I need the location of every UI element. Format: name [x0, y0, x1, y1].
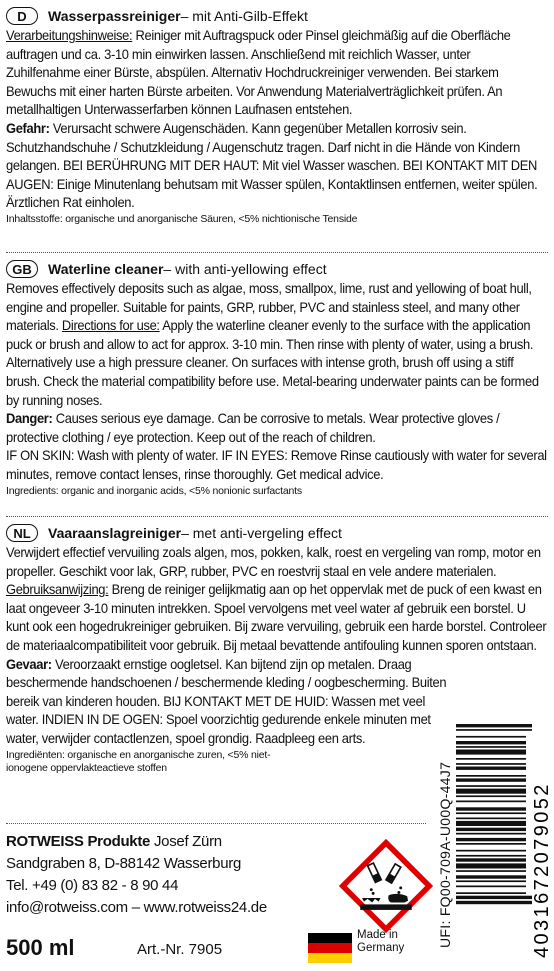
- barcode-bar: [456, 801, 526, 803]
- barcode-bar: [456, 818, 526, 820]
- hazard-text-gb: Causes serious eye damage. Can be corrosive to metals. Wear protective gloves / protective clothing / eye protection. Keep out of the reach of children.: [6, 411, 500, 445]
- product-title-gb: Waterline cleaner: [48, 261, 164, 277]
- barcode: [454, 722, 553, 958]
- barcode-bar: [456, 896, 532, 899]
- section-de: [6, 5, 548, 226]
- company-web: info@rotweiss.com – www.rotweiss24.de: [6, 899, 267, 916]
- barcode-bar: [456, 724, 532, 727]
- article-number: Art.-Nr. 7905: [137, 941, 223, 958]
- description-paragraph-gb: [6, 280, 548, 410]
- barcode-bar: [456, 880, 526, 882]
- usage-text-nl: Breng de reiniger gelijkmatig aan op het oppervlak met de puck of een kwast en laat ongeveer 3-10 minuten intrekken. Spoel vervolgens met veel water af gebruik een borstel. U kunt ook een hogedrukreiniger gebruiken. Bij zware vervuiling, gebruik een harde borstel. Controleer de materiaalcompatibiliteit voor gebruik. Bij metaal bevattende antifouling kunnen sporen ontstaan.: [6, 582, 547, 653]
- hazard-label-gb: Danger:: [6, 411, 53, 427]
- barcode-bar: [456, 807, 526, 810]
- made-in-country: Germany: [357, 942, 405, 954]
- skin-paragraph-gb: IF ON SKIN: Wash with plenty of water. IF IN EYES: Remove Rinse cautiously with water for several minutes, remove contact lenses, rinse thoroughly. Get medical advice.: [6, 448, 547, 482]
- ground-line: [360, 904, 412, 910]
- company-phone: Tel. +49 (0) 83 82 - 8 90 44: [6, 877, 179, 894]
- barcode-bar: [456, 741, 526, 744]
- barcode-bar: [456, 763, 526, 765]
- barcode-bar: [456, 843, 526, 845]
- product-subtitle-nl: – met anti-vergeling effect: [181, 525, 342, 541]
- section-gb-header: [6, 258, 548, 280]
- barcode-bar: [456, 833, 526, 835]
- barcode-bar: [456, 892, 526, 894]
- hazard-paragraph-de: [6, 120, 548, 213]
- barcode-bar: [456, 858, 526, 861]
- ufi-code: UFI: FQ00-709A-U00Q-44J7: [437, 761, 453, 948]
- barcode-digits: 4031672079052: [531, 782, 553, 958]
- barcode-bar: [456, 729, 532, 731]
- barcode-bar: [456, 855, 526, 857]
- volume-label: 500 ml: [6, 935, 75, 960]
- barcode-bar: [456, 870, 526, 872]
- intro-text-gb: Removes effectively deposits such as algae, moss, smallpox, lime, rust and yellowing of boat hull, engine and propeller. Suitable for paints, GRP, rubber, PVC and stainless steel, and many other materials.: [6, 281, 532, 334]
- barcode-bar: [456, 789, 526, 794]
- ingredients-gb: Ingredients: organic and inorganic acids, <5% nonionic surfactants: [6, 484, 302, 497]
- company-name: [6, 831, 267, 853]
- section-gb: [6, 258, 548, 498]
- barcode-bar: [456, 750, 526, 755]
- barcode-bar: [456, 828, 526, 831]
- hazard-text-nl: Veroorzaakt ernstige oogletsel. Kan bijtend zijn op metalen. Draag beschermende handschoenen / beschermende kleding / oogbescherming. Buiten bereik van kinderen houden. BIJ KONTAKT MET DE HUID: Wassen met veel water. INDIEN IN DE OGEN: Spoel voorzichtig gedurende enkele minuten met water, verwijder contactlenzen, spoel grondig. Raadpleeg een arts.: [6, 656, 447, 746]
- company-name-bold: ROTWEISS Produkte: [6, 833, 151, 850]
- language-badge-gb: GB: [6, 260, 38, 278]
- usage-label-gb: Directions for use:: [61, 318, 160, 334]
- usage-text-gb: Apply the waterline cleaner evenly to the surface with the application puck or brush and allow to act for approx. 3-10 min. Then rinse with plenty of water, using a brush. Alternatively use a high pressure cleaner. On surfaces with intense groth, brush off using a stiff brush. Check the material compatibility before use. Metal-bearing underwater paints can be formed by running noses.: [6, 318, 539, 408]
- barcode-bar: [456, 886, 526, 888]
- divider: [6, 823, 426, 824]
- language-badge-nl: NL: [6, 524, 38, 542]
- company-address: [6, 831, 267, 919]
- barcode-bar: [456, 850, 526, 852]
- language-badge-de: D: [6, 7, 38, 25]
- divider: [6, 516, 548, 517]
- usage-label-nl: Gebruiksanwijzing:: [6, 582, 109, 598]
- intro-text-nl: Verwijdert effectief vervuiling zoals algen, mos, pokken, kalk, roest en vergeling van romp, motor en propeller. Geschikt voor lak, GRP, rubber, PVC en roestvrij staal en vele andere materialen.: [6, 545, 541, 579]
- usage-text-de: Reiniger mit Auftragspuck oder Pinsel gleichmäßig auf die Oberfläche auftragen und ca. 3-10 min einwirken lassen. Anschließend mit reichlich Wasser, unter Zuhilfenahme einer Bürste, abspülen. Alternativ Hochdruckreiniger verwenden. Bei starkem Bewuchs mit einer harten Bürste arbeiten. Vor Anwendung Materialverträglichkeit prüfen. An metallhaltigen Unterwasserfarben können Laufnasen entstehen.: [6, 28, 511, 118]
- barcode-bar: [456, 863, 526, 868]
- barcode-bar: [456, 758, 526, 760]
- hazard-paragraph-nl: [6, 656, 460, 749]
- barcode-bar: [456, 795, 526, 797]
- company-name-rest: Josef Zürn: [150, 833, 222, 850]
- barcode-bar: [456, 746, 526, 748]
- product-subtitle-gb: – with anti-yellowing effect: [163, 261, 327, 277]
- section-de-header: [6, 5, 548, 27]
- usage-label-de: Verarbeitungshinweise:: [6, 28, 133, 43]
- section-nl-header: [6, 522, 548, 544]
- barcode-bar: [456, 785, 526, 787]
- hazard-text-de: Verursacht schwere Augenschäden. Kann gegenüber Metallen korrosiv sein. Schutzhandschuhe / Schutzkleidung / Augenschutz tragen. Darf nicht in die Hände von Kindern gelangen. BEI BERÜHRUNG MIT DER HAUT: Mit viel Wasser waschen. BEI KONTAKT MIT DEN AUGEN: Einige Minutenlang behutsam mit Wasser spülen, Kontaktlinsen entfernen, weiter spülen. Ärztlichen Rat einholen.: [6, 120, 538, 211]
- divider: [6, 252, 548, 253]
- company-street: Sandgraben 8, D-88142 Wasserburg: [6, 855, 241, 872]
- ingredients-de: Inhaltsstoffe: organische und anorganische Säuren, <5% nichtionische Tenside: [6, 212, 358, 225]
- usage-paragraph-de: [6, 27, 548, 120]
- barcode-bar: [456, 778, 526, 781]
- barcode-bar: [456, 775, 526, 777]
- description-paragraph-nl: [6, 544, 548, 656]
- product-title-de: Wasserpassreiniger: [48, 8, 181, 24]
- hazard-label-nl: Gevaar:: [6, 656, 52, 672]
- product-subtitle-de: – mit Anti-Gilb-Effekt: [180, 8, 308, 24]
- barcode-bar: [456, 812, 526, 814]
- hazard-label-de: Gefahr:: [6, 120, 50, 136]
- germany-flag-icon: [308, 933, 352, 963]
- barcode-bar: [456, 767, 526, 770]
- ingredients-nl: Ingrediënten: organische en anorganische zuren, <5% niet-ionogene oppervlakteactieve stoffen: [6, 748, 271, 774]
- product-title-nl: Vaaraanslagreiniger: [48, 525, 182, 541]
- made-in-label: Made in: [357, 929, 398, 941]
- barcode-bar: [456, 838, 526, 841]
- made-in-germany: [357, 929, 404, 955]
- barcode-bar: [456, 736, 526, 738]
- barcode-bar: [456, 901, 532, 904]
- barcode-bar: [456, 875, 526, 878]
- ghs-diamond-border: [343, 843, 429, 929]
- ghs05-corrosive-icon: [340, 840, 432, 932]
- barcode-bars: [456, 724, 532, 904]
- hazard-paragraph-gb: [6, 410, 548, 447]
- barcode-bar: [456, 821, 526, 826]
